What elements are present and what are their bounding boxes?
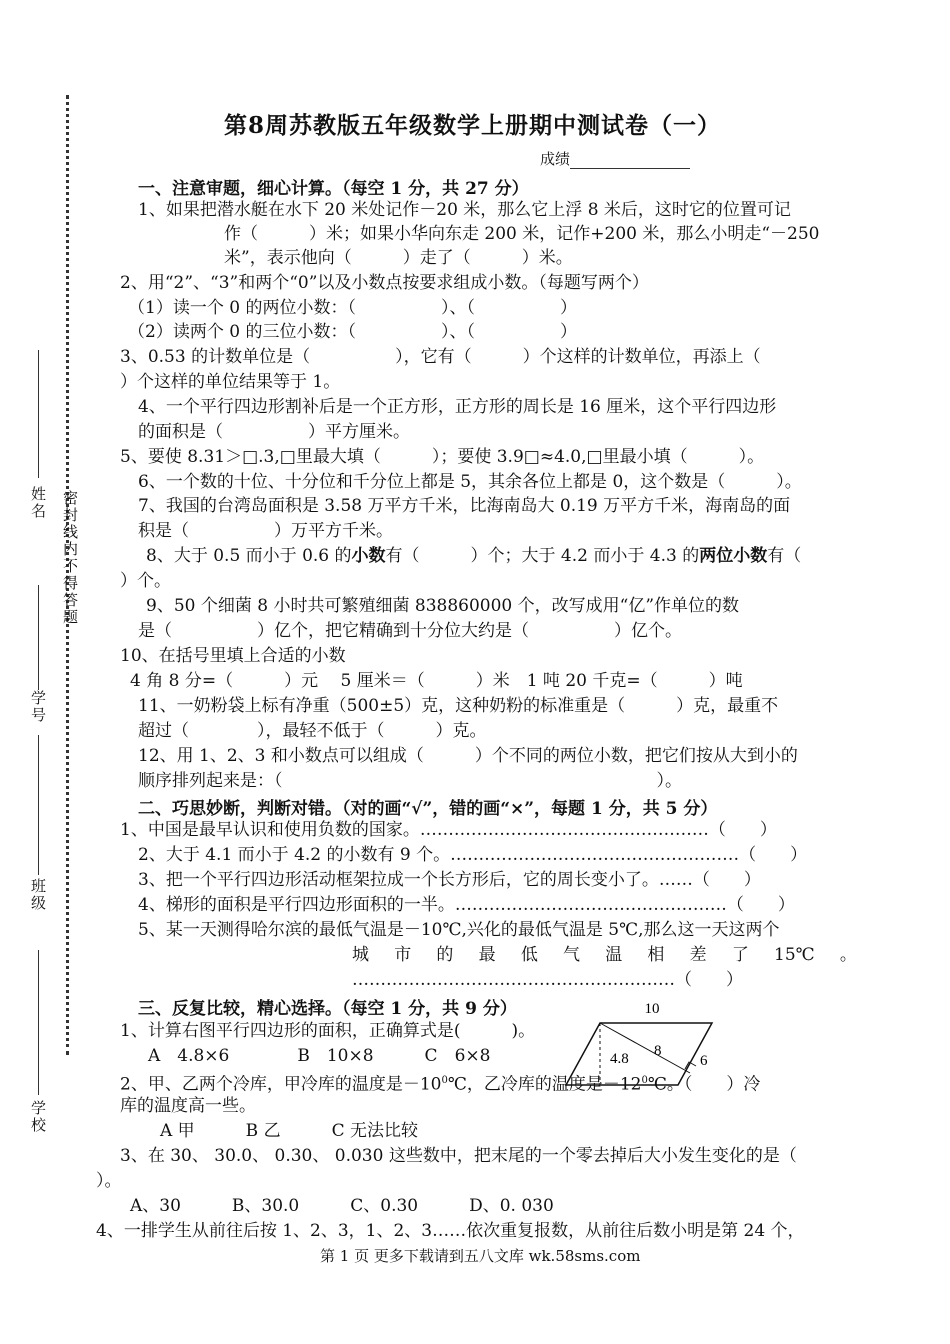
q11-line-2: 超过（ ），最轻不低于（ ）克。 [138,721,487,741]
q9-line-2: 是（ ）亿个，把它精确到十分位大约是（ ）亿个。 [138,621,682,641]
school-line [38,950,39,1095]
judge-5-line-3: …………………………………………………（ ） [352,970,743,990]
section-2-heading: 二、巧思妙断，判断对错。（对的画“√”，错的画“×”，每题 1 分，共 5 分） [138,799,718,819]
school-label: 学校 [29,1100,47,1134]
seal-notice: 密封线内不得答题 [61,490,79,626]
figure-diag-label: 8 [654,1043,662,1059]
judge-2: 2、大于 4.1 而小于 4.2 的小数有 9 个。……………………………………………（ ） [138,845,808,865]
choice-2-options: A 甲 B 乙 C 无法比较 [160,1121,418,1141]
q8-line-1 [146,544,801,568]
q2-sub-2: （2）读两个 0 的三位小数：（ ）、（ ） [128,322,577,342]
score-label: 成绩 [540,150,571,168]
q4-line-1: 4、一个平行四边形割补后是一个正方形，正方形的周长是 16 厘米，这个平行四边形 [138,397,777,417]
q8-bold-2: 两位小数 [699,546,768,566]
id-line [38,585,39,690]
j5-word: 差 [689,945,707,965]
j5-word: 城 [352,945,369,965]
page-title: 第8周苏教版五年级数学上册期中测试卷（一） [224,112,722,139]
section-3-heading: 三、反复比较，精心选择。（每空 1 分，共 9 分） [138,999,517,1019]
choice-3-line-1: 3、在 30、 30.0、 0.30、 0.030 这些数中，把末尾的一个零去掉后大小发生变化的是（ [120,1146,797,1166]
q3-line-1: 3、0.53 的计数单位是（ ），它有（ ）个这样的计数单位，再添上（ [120,347,761,367]
q8-line-2: ）个。 [120,571,171,591]
j5-word: 15℃ [774,945,815,965]
c2-sup-2: 0 [641,1075,648,1086]
q2-line: 2、用“2”、“3”和两个“0”以及小数点按要求组成小数。（每题写两个） [120,273,649,293]
q1-line-2: 作（ ）米；如果小华向东走 200 米，记作+200 米，那么小明走“－250 [224,224,820,244]
choice-2-line-2: 库的温度高一些。 [120,1096,256,1116]
q11-line-1: 11、一奶粉袋上标有净重（500±5）克，这种奶粉的标准重是（ ）克，最重不 [138,696,779,716]
c2-text-2: ℃，乙冷库的温度是－12 [447,1074,642,1095]
c2-sup-1: 0 [441,1075,448,1086]
q7-line-2: 积是（ ）万平方千米。 [138,521,393,541]
j5-word: 。 [839,945,857,965]
j5-word: 相 [647,945,665,965]
name-label: 姓名 [29,486,47,520]
parallelogram-figure [560,995,720,1090]
j5-word: 市 [394,945,412,965]
q1-line-3: 米”，表示他向（ ）走了（ ）米。 [224,248,573,268]
q10-sub: 4 角 8 分=（ ）元 5 厘米＝（ ）米 1 吨 20 千克=（ ）吨 [130,671,743,691]
judge-5-line-2 [352,943,857,967]
c2-text-1: 2、甲、乙两个冷库，甲冷库的温度是－10 [120,1074,442,1095]
figure-height-label: 4.8 [610,1051,629,1067]
judge-1: 1、中国是最早认识和使用负数的国家。……………………………………………（ ） [120,820,777,840]
choice-1-options: A 4.8×6 B 10×8 C 6×8 [148,1046,491,1066]
choice-3-line-2: ）。 [96,1171,122,1191]
j5-word: 最 [478,945,496,965]
j5-word: 温 [605,945,623,965]
j5-word: 了 [731,945,749,965]
q9-line-1: 9、50 个细菌 8 小时共可繁殖细菌 838860000 个，改写成用“亿”作单位的数 [146,596,740,616]
q8-text-2: 有（ ）个；大于 4.2 而小于 4.3 的 [385,546,700,566]
q5-line: 5、要使 8.31＞□.3,□里最大填（ ）；要使 3.9□≈4.0,□里最小填（ ）。 [120,447,765,467]
class-label: 班级 [29,878,47,912]
section-1-heading: 一、注意审题，细心计算。（每空 1 分，共 27 分） [138,179,529,199]
q8-bold-1: 小数 [351,546,386,566]
c2-text-3: ℃。（ ）冷 [647,1074,761,1095]
judge-3: 3、把一个平行四边形活动框架拉成一个长方形后，它的周长变小了。……（ ） [138,870,761,890]
class-line [38,735,39,875]
judge-4: 4、梯形的面积是平行四边形面积的一半。…………………………………………（ ） [138,895,795,915]
q1-line-1: 1、如果把潜水艇在水下 20 米处记作－20 米，那么它上浮 8 米后，这时它的位置可记 [138,200,791,220]
score-field [540,148,690,169]
choice-4-line-1: 4、一排学生从前往后按 1、2、3，1、2、3……依次重复报数，从前往后数小明是第 24 个， [96,1221,805,1241]
score-blank [570,152,690,169]
q12-line-2: 顺序排列起来是：（ ）。 [138,771,682,791]
figure-side-label: 6 [700,1053,708,1069]
id-label: 学号 [29,690,47,724]
q6-line: 6、一个数的十位、十分位和千分位上都是 5，其余各位上都是 0，这个数是（ ）。 [138,472,802,492]
q8-text-3: 有（ [767,546,802,566]
judge-5-line-1: 5、某一天测得哈尔滨的最低气温是－10℃,兴化的最低气温是 5℃,那么这一天这两个 [138,920,780,940]
q10-line: 10、在括号里填上合适的小数 [120,646,346,666]
q4-line-2: 的面积是（ ）平方厘米。 [138,422,410,442]
q2-sub-1: （1）读一个 0 的两位小数：（ ）、（ ） [128,298,577,318]
page-footer: 第 1 页 更多下载请到五八文库 wk.58sms.com [320,1247,641,1265]
figure-top-label: 10 [644,1001,660,1017]
q8-text-1: 8、大于 0.5 而小于 0.6 的 [146,546,352,566]
name-line [38,350,39,478]
j5-word: 气 [563,945,581,965]
choice-3-options: A、30 B、30.0 C、0.30 D、0. 030 [130,1196,554,1216]
choice-1: 1、计算右图平行四边形的面积，正确算式是( )。 [120,1021,536,1041]
q7-line-1: 7、我国的台湾岛面积是 3.58 万平方千米，比海南岛大 0.19 万平方千米，海南岛的面 [138,496,791,516]
j5-word: 低 [520,945,538,965]
q3-line-2: ）个这样的单位结果等于 1。 [120,372,341,392]
parallelogram-shape [566,1023,712,1085]
j5-word: 的 [436,945,454,965]
q12-line-1: 12、用 1、2、3 和小数点可以组成（ ）个不同的两位小数，把它们按从大到小的 [138,746,798,766]
